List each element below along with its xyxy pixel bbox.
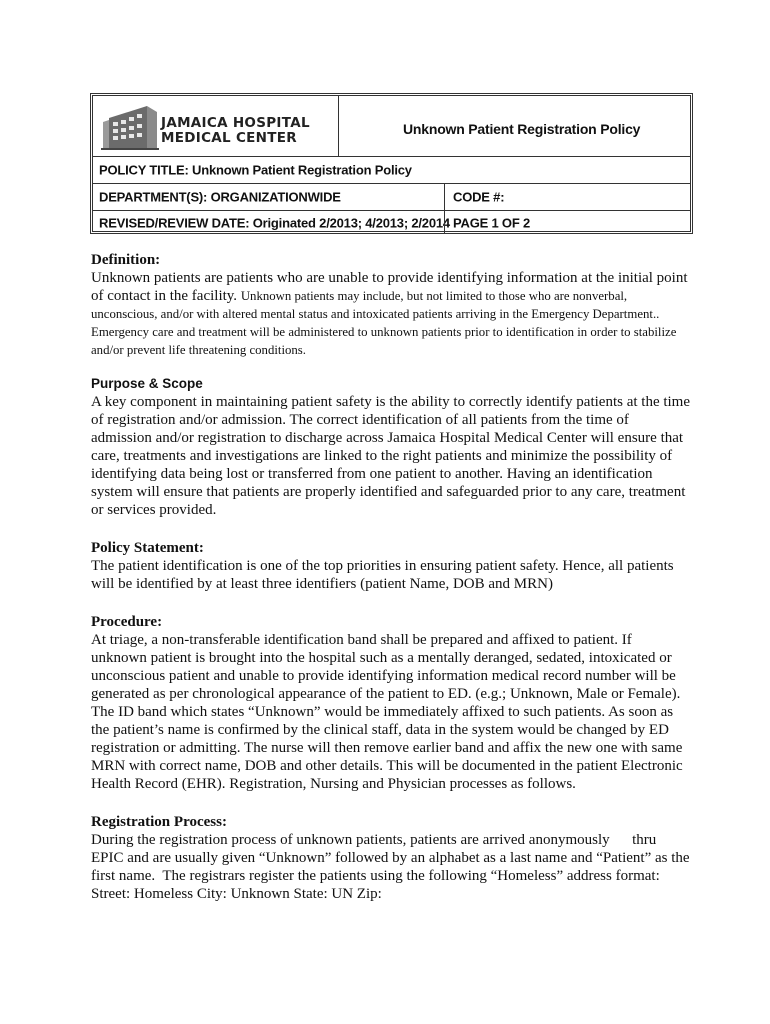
departments: DEPARTMENT(S): ORGANIZATIONWIDE [99, 189, 341, 205]
procedure-heading: Procedure: [91, 614, 163, 630]
policy-body [91, 251, 694, 903]
header-row-department [93, 183, 690, 210]
definition-heading: Definition: [91, 252, 161, 268]
registration-text: During the registration process of unknown patients, patients are arrived anonymously thru EPIC and are usually given “Unknown” followed by an alphabet as a last name and “Patient” as the first name. The registrars register the patients using the following “Homeless” address format: Street: Homeless City: Unknown State: UN Zip: [91, 832, 694, 902]
revised-date: REVISED/REVIEW DATE: Originated 2/2013; 4/2013; 2/2014 [99, 215, 450, 230]
registration-heading: Registration Process: [91, 814, 227, 830]
header-divider [338, 96, 339, 156]
logo-wordmark [161, 116, 310, 146]
hospital-building-icon [101, 102, 161, 150]
header-row-revised [93, 210, 690, 234]
policy-header-table [90, 93, 693, 234]
definition-text-detail: Unknown patients may include, but not limited to those who are nonverbal, unconscious, and/or with altered mental status and intoxicated patients arriving in the Emergency Department.. Emergency care and treatment will be administered to unknown patients prior to identification in order to stabilize and/or prevent life threatening conditions. [91, 289, 677, 357]
definition-text-main: Unknown patients are patients who are unable to provide identifying information at the initial point of contact in the facility. Unknown patients may include, but not limited to those who are nonverbal, unconscious, and/or with altered mental status and intoxicated patients arriving in the Emergency Department.. Emergency care and treatment will be administered to unknown patients prior to identification in order to stabilize and/or prevent life threatening conditions. [91, 270, 688, 357]
document-title: Unknown Patient Registration Policy [403, 121, 641, 137]
policy-statement-text: The patient identification is one of the top priorities in ensuring patient safety. Hence, all patients will be identified by at least three identifiers (patient Name, DOB and MRN) [91, 558, 674, 592]
header-divider [444, 184, 445, 210]
logo-line-2: MEDICAL CENTER [161, 130, 297, 146]
header-divider [444, 211, 445, 234]
purpose-text: A key component in maintaining patient safety is the ability to correctly identify patients at the time of registration and/or admission. The correct identification of all patients from the time of admission and/or registration to discharge across Jamaica Hospital Medical Center will ensure that care, treatments and investigations are linked to the right patients and minimize the possibility of identifying data being lost or transferred from one patient to another. Having an identification system will ensure that patients are properly identified and safeguarded prior to any care, treatment or services provided. [91, 394, 691, 518]
hospital-logo [101, 102, 333, 150]
header-row-title [93, 96, 690, 156]
procedure-text: At triage, a non-transferable identification band shall be prepared and affixed to patient. If unknown patient is brought into the hospital such as a mentally deranged, sedated, intoxicated or unconscious patient and unable to provide identifying information medical record number will be generated as per chronological appearance of the patient to ED. (e.g.; Unknown, Male or Female). The ID band which states “Unknown” would be immediately affixed to such patients. As soon as the patient’s name is confirmed by the clinical staff, data in the system would be changed by ED registration or admitting. The nurse will then remove earlier band and affix the new one with same MRN with correct name, DOB and other details. This will be documented in the patient Electronic Health Record (EHR). Registration, Nursing and Physician processes as follows. [91, 632, 683, 792]
code-number: CODE #: [453, 189, 505, 205]
page-number: PAGE 1 OF 2 [453, 215, 531, 230]
logo-line-1: JAMAICA HOSPITAL [161, 115, 310, 131]
purpose-heading: Purpose & Scope [91, 376, 203, 391]
policy-title: POLICY TITLE: Unknown Patient Registration Policy [99, 162, 412, 178]
header-row-policy-title [93, 156, 690, 183]
policy-statement-heading: Policy Statement: [91, 540, 204, 556]
